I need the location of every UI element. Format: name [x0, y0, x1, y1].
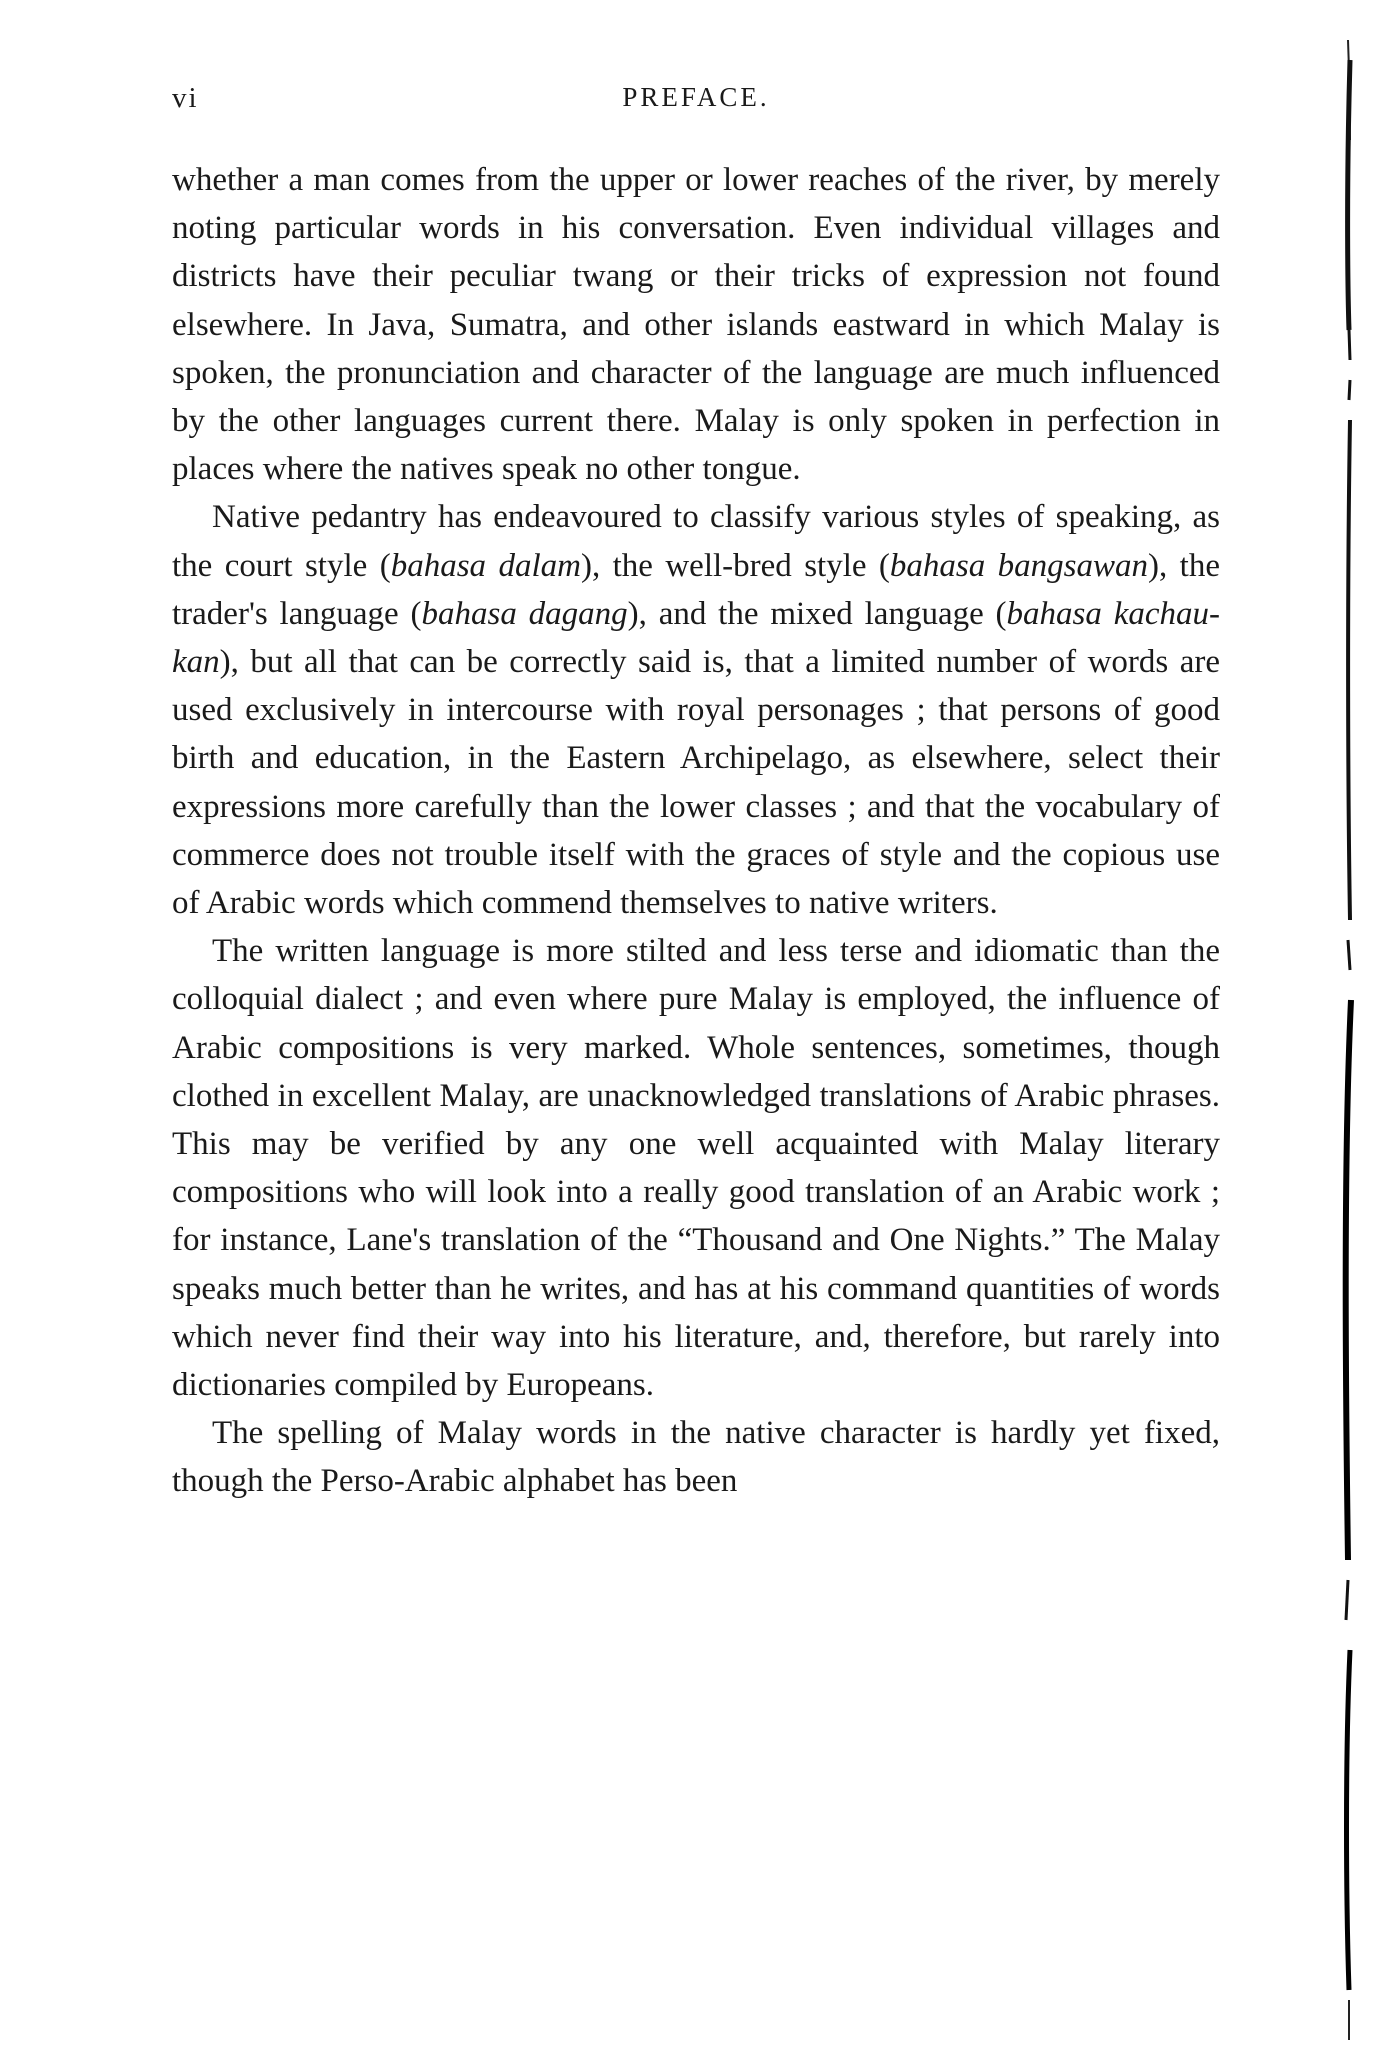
- paragraph-written-language: The written language is more stilted and less terse and idiomatic than the colloquial dialect ; and even where pure Malay is employed, the influence of Arabic compositions is very marked. Whole sentences, sometimes, though clothed in excellent Malay, are unacknowledged translations of Arabic phrases. This may be verified by any one well acquainted with Malay literary compositions who will look into a really good translation of an Arabic work ; for instance, Lane's translation of the “Thousand and One Nights.” The Malay speaks much better than he writes, and has at his command quantities of words which never find their way into his literature, and, therefore, but rarely into dictionaries compiled by Europeans.: [172, 933, 1220, 1404]
- running-title: PREFACE.: [622, 82, 770, 112]
- text-run: ), but all that can be correctly said is, that a limited number of words are used exclusively in intercourse with royal personages ; that persons of good birth and education, in the Eastern Archipelago, as elsewhere, select their expressions more carefully than the lower classes ; and that the vocabulary of commerce does not trouble itself with the graces of style and the copious use of Arabic words which commend themselves to native writers.: [172, 644, 1220, 922]
- paragraph-spelling: The spelling of Malay words in the native character is hardly yet fixed, though the Perso-Arabic alphabet has been: [172, 1415, 1220, 1500]
- paragraph-speech-styles: [172, 493, 1220, 927]
- malay-term: bahasa dalam: [390, 547, 581, 584]
- text-run: ), the well-bred style (: [580, 547, 890, 584]
- paragraph-continued: whether a man comes from the upper or lower reaches of the river, by merely noting particular words in his conversation. Even individual villages and districts have their peculiar twang or their tricks of expression not found elsewhere. In Java, Sumatra, and other islands eastward in which Malay is spoken, the pronunciation and character of the language are much influenced by the other languages current there. Malay is only spoken in perfection in places where the natives speak no other tongue.: [172, 162, 1220, 488]
- text-run: Native pedantry has endeavoured to classify various styles of speaking, as the court style (: [172, 499, 1220, 584]
- malay-term: bahasa kachau-kan: [172, 595, 1220, 681]
- binding-edge-shadow: [1336, 0, 1366, 2057]
- page-header: [172, 82, 1220, 142]
- page-number: vi: [172, 82, 199, 114]
- body-text: [172, 156, 1220, 1506]
- malay-term: bahasa bangsawan: [889, 547, 1149, 584]
- malay-term: bahasa dagang: [421, 595, 628, 632]
- text-run: ), the trader's language (: [172, 547, 1220, 632]
- text-run: ), and the mixed language (: [627, 595, 1007, 632]
- book-page: [172, 82, 1220, 1506]
